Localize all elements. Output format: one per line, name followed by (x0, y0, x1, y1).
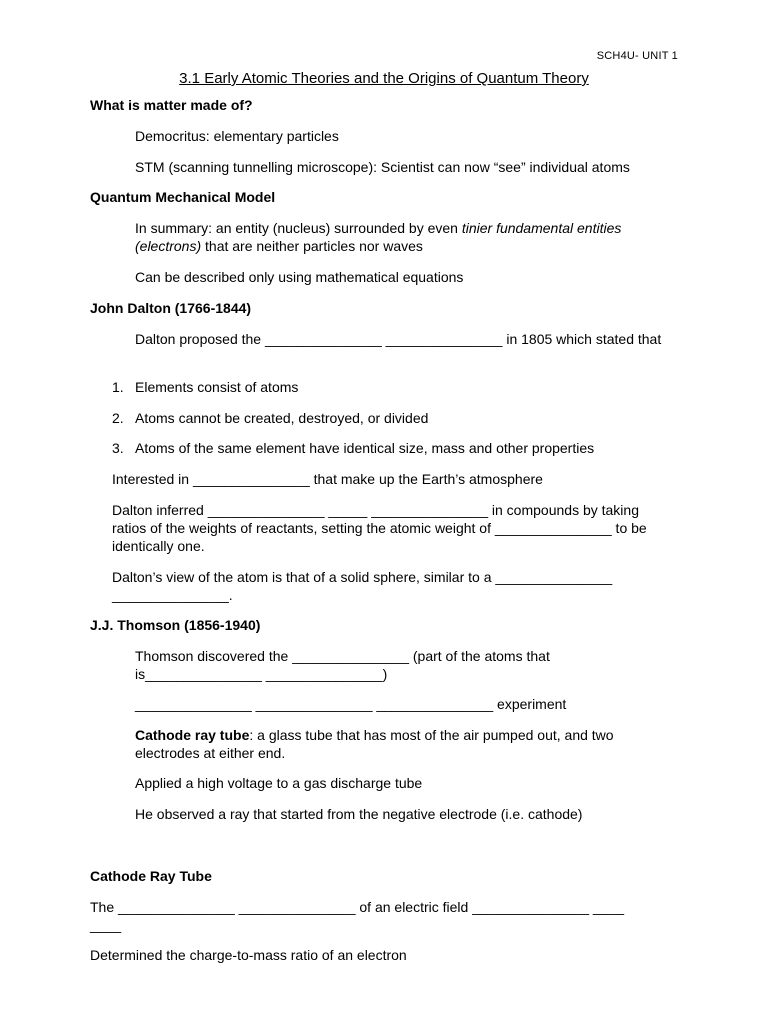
section-heading-dalton: John Dalton (1766-1844) (90, 300, 252, 316)
paragraph-dalton-interested: Interested in _______________ that make up the Earth’s atmosphere (112, 471, 543, 487)
section-heading-matter: What is matter made of? (90, 97, 253, 113)
paragraph-high-voltage: Applied a high voltage to a gas discharge tube (135, 775, 423, 791)
paragraph-crt-field: The _______________ _______________ of an electric field _______________ ____ ____ (90, 899, 625, 933)
list-number: 3. (112, 440, 124, 456)
page-title: 3.1 Early Atomic Theories and the Origins of Quantum Theory (179, 70, 589, 87)
list-item (0, 439, 768, 457)
list-text: Atoms of the same element have identical size, mass and other properties (135, 440, 595, 456)
paragraph-thomson-discovered: Thomson discovered the _______________ (part of the atoms that is_______________ _______________) (135, 648, 550, 682)
paragraph-qmm-summary: In summary: an entity (nucleus) surrounded by even tinier fundamental entities (electrons) that are neither particles nor waves (135, 220, 622, 254)
list-text: Elements consist of atoms (135, 379, 299, 395)
course-code: SCH4U- UNIT 1 (596, 50, 678, 62)
section-heading-crt: Cathode Ray Tube (90, 868, 212, 884)
list-item (0, 378, 768, 396)
paragraph-dalton-inferred: Dalton inferred _______________ _____ _______________ in compounds by taking ratios of the weights of reactants, setting the atomic weight of _______________ to be identically one. (112, 502, 647, 554)
paragraph-observed-ray: He observed a ray that started from the negative electrode (i.e. cathode) (135, 806, 583, 822)
list-text: Atoms cannot be created, destroyed, or divided (135, 410, 429, 426)
bold-term: Cathode ray tube (135, 727, 250, 743)
paragraph-thomson-experiment: _______________ _______________ _______________ experiment (135, 696, 567, 712)
section-heading-thomson: J.J. Thomson (1856-1940) (90, 617, 261, 633)
paragraph-dalton-proposed: Dalton proposed the _______________ _______________ in 1805 which stated that (135, 331, 662, 347)
paragraph-charge-mass: Determined the charge-to-mass ratio of an electron (90, 947, 407, 963)
paragraph-cathode-ray-tube: Cathode ray tube: a glass tube that has most of the air pumped out, and two electrodes at either end. (135, 727, 614, 761)
list-number: 1. (112, 379, 124, 395)
paragraph-democritus: Democritus: elementary particles (135, 128, 339, 144)
paragraph-qmm-equations: Can be described only using mathematical equations (135, 269, 464, 285)
section-heading-qmm: Quantum Mechanical Model (90, 189, 276, 205)
paragraph-dalton-view: Dalton’s view of the atom is that of a solid sphere, similar to a _______________ _______________. (112, 569, 613, 603)
paragraph-stm: STM (scanning tunnelling microscope): Scientist can now “see” individual atoms (135, 159, 630, 175)
emphasis-text: tinier fundamental entities (electrons) (135, 220, 622, 254)
list-number: 2. (112, 410, 124, 426)
list-item (0, 409, 768, 427)
